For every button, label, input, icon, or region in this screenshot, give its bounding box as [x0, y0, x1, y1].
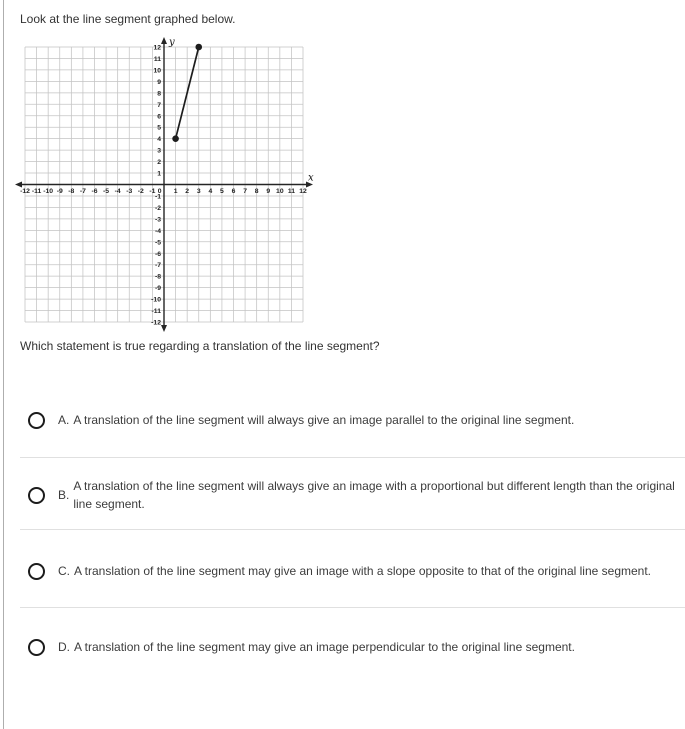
svg-text:3: 3	[157, 147, 161, 155]
question-text: Which statement is true regarding a translation of the line segment?	[20, 339, 380, 353]
svg-text:2: 2	[185, 188, 190, 195]
option-a-text: A translation of the line segment will always give an image parallel to the original line segment.	[73, 413, 575, 427]
svg-text:8: 8	[157, 90, 161, 98]
radio-option-b[interactable]	[28, 487, 45, 504]
svg-text:5: 5	[220, 188, 224, 195]
option-d-letter: D.	[58, 640, 70, 654]
divider	[20, 529, 685, 530]
line-segment-graph	[14, 36, 326, 336]
svg-text:2: 2	[157, 159, 161, 167]
svg-text:-1: -1	[149, 188, 156, 195]
svg-text:8: 8	[254, 188, 259, 195]
svg-text:-12: -12	[20, 188, 30, 195]
option-c[interactable]	[28, 557, 681, 585]
divider	[20, 607, 685, 608]
svg-text:3: 3	[196, 188, 201, 195]
svg-text:6: 6	[231, 188, 236, 195]
option-d[interactable]	[28, 633, 681, 661]
option-a-letter: A.	[58, 413, 70, 427]
svg-text:-11: -11	[31, 188, 42, 195]
radio-option-a[interactable]	[28, 412, 45, 429]
svg-text:9: 9	[157, 78, 161, 86]
option-d-text: A translation of the line segment may give an image perpendicular to the original line segment.	[74, 640, 575, 654]
svg-text:10: 10	[153, 67, 161, 75]
svg-text:-9: -9	[154, 285, 161, 293]
svg-text:-4: -4	[114, 188, 121, 195]
svg-text:-6: -6	[91, 188, 98, 195]
svg-text:7: 7	[157, 101, 161, 109]
question-intro: Look at the line segment graphed below.	[20, 12, 236, 26]
option-b[interactable]	[28, 477, 681, 513]
option-c-letter: C.	[58, 564, 70, 578]
graph-svg	[14, 36, 326, 336]
svg-text:-10: -10	[151, 296, 161, 304]
svg-text:-2: -2	[137, 188, 144, 195]
svg-text:-5: -5	[103, 188, 110, 195]
svg-text:6: 6	[157, 113, 161, 121]
svg-text:7: 7	[243, 188, 247, 195]
svg-text:-7: -7	[79, 188, 86, 195]
radio-option-d[interactable]	[28, 639, 45, 656]
svg-text:5: 5	[157, 124, 161, 132]
svg-text:-8: -8	[154, 273, 161, 281]
svg-text:1: 1	[157, 170, 161, 178]
option-c-text: A translation of the line segment may give an image with a slope opposite to that of the original line segment.	[74, 564, 652, 578]
svg-text:11: 11	[287, 188, 296, 195]
page-left-border	[3, 0, 4, 729]
svg-text:-2: -2	[154, 204, 161, 212]
svg-text:-11: -11	[151, 308, 161, 316]
svg-text:4: 4	[208, 188, 213, 195]
svg-text:1: 1	[173, 188, 178, 195]
svg-text:-5: -5	[154, 239, 161, 247]
radio-option-c[interactable]	[28, 563, 45, 580]
svg-text:-4: -4	[154, 227, 161, 235]
svg-text:9: 9	[266, 188, 271, 195]
divider	[20, 457, 685, 458]
option-b-text: A translation of the line segment will always give an image with a proportional but different length than the original line segment.	[73, 479, 675, 511]
svg-text:-10: -10	[43, 188, 54, 195]
svg-text:y: y	[169, 37, 175, 48]
svg-text:12: 12	[299, 188, 307, 195]
svg-text:-3: -3	[154, 216, 161, 224]
option-a[interactable]	[28, 406, 681, 434]
svg-text:11: 11	[153, 55, 161, 63]
svg-text:-3: -3	[126, 188, 133, 195]
svg-text:10: 10	[276, 188, 284, 195]
svg-text:-9: -9	[56, 188, 63, 195]
option-b-letter: B.	[58, 488, 70, 502]
svg-text:12: 12	[153, 44, 161, 52]
svg-text:-7: -7	[154, 262, 161, 270]
svg-text:4: 4	[157, 136, 161, 144]
svg-text:-1: -1	[154, 193, 161, 201]
svg-text:-12: -12	[151, 319, 161, 327]
svg-text:-6: -6	[154, 250, 161, 258]
svg-text:-8: -8	[68, 188, 75, 195]
svg-text:0: 0	[157, 188, 162, 195]
svg-text:x: x	[308, 172, 314, 184]
